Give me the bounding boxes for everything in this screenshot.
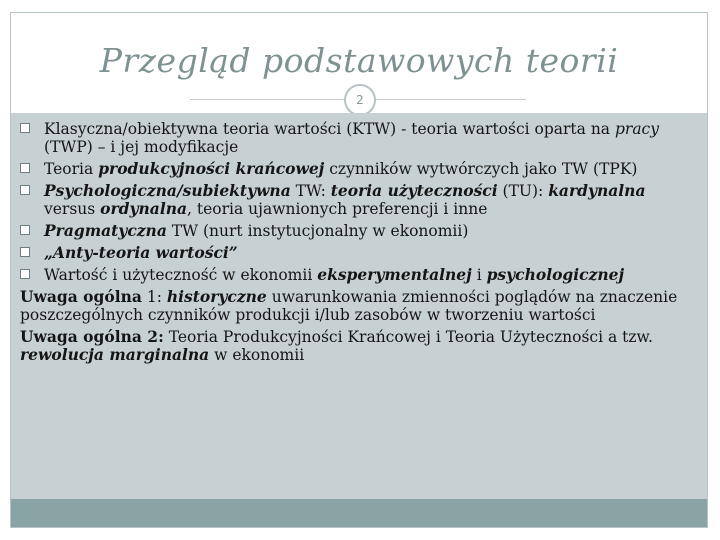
checkbox-bullet-icon: [20, 225, 30, 235]
list-item: [20, 244, 680, 262]
checkbox-bullet-icon: [20, 163, 30, 173]
text-run: Pragmatyczna: [44, 221, 167, 240]
footer-bar: [11, 499, 707, 527]
text-run: TW:: [290, 182, 331, 200]
text-run: teoria użyteczności: [330, 181, 498, 200]
text-run: , teoria ujawnionych preferencji i inne: [187, 200, 488, 218]
text-run: historyczne: [166, 287, 267, 306]
text-run: Uwaga ogólna: [20, 287, 142, 306]
text-run: TW (nurt instytucjonalny w ekonomii): [166, 222, 469, 240]
text-run: kardynalna: [548, 181, 646, 200]
text-run: Teoria Produkcyjności Krańcowej i Teoria Użyteczności a tzw.: [163, 328, 653, 346]
text-run: produkcyjności krańcowej: [98, 159, 325, 178]
checkbox-bullet-icon: [20, 247, 30, 257]
text-run: pracy: [614, 120, 659, 138]
list-item: [20, 160, 680, 178]
text-run: i: [471, 266, 487, 284]
page-number-badge: 2: [344, 84, 376, 116]
checkbox-bullet-icon: [20, 185, 30, 195]
list-item: [20, 222, 680, 240]
text-run: rewolucja marginalna: [20, 345, 210, 364]
text-run: uwarunkowania zmienności poglądów na znaczenie poszczególnych czynników produkcji i/lub zasobów w tworzeniu wartości: [20, 288, 678, 324]
text-run: Wartość i użyteczność w ekonomii: [44, 266, 318, 284]
list-item: [20, 328, 680, 364]
text-run: psychologicznej: [486, 265, 625, 284]
text-run: (TWP) – i jej modyfikacje: [44, 138, 239, 156]
bullet-list: [20, 120, 680, 368]
text-run: Psychologiczna/subiektywna: [44, 181, 291, 200]
text-run: Uwaga ogólna 2:: [20, 327, 164, 346]
text-run: ordynalna: [100, 199, 188, 218]
text-run: Klasyczna/obiektywna teoria wartości (KTW) - teoria wartości oparta na: [44, 120, 615, 138]
list-item: [20, 182, 680, 218]
text-run: versus: [44, 200, 101, 218]
text-run: 1:: [141, 288, 167, 306]
text-run: czynników wytwórczych jako TW (TPK): [324, 160, 638, 178]
list-item: [20, 288, 680, 324]
text-run: (TU):: [497, 182, 549, 200]
list-item: [20, 120, 680, 156]
text-run: Teoria: [44, 160, 99, 178]
checkbox-bullet-icon: [20, 123, 30, 133]
text-run: w ekonomii: [209, 346, 305, 364]
slide-title: Przegląd podstawowych teorii: [99, 41, 619, 80]
text-run: eksperymentalnej: [317, 265, 472, 284]
list-item: [20, 266, 680, 284]
checkbox-bullet-icon: [20, 269, 30, 279]
text-run: „Anty-teoria wartości”: [44, 243, 238, 262]
